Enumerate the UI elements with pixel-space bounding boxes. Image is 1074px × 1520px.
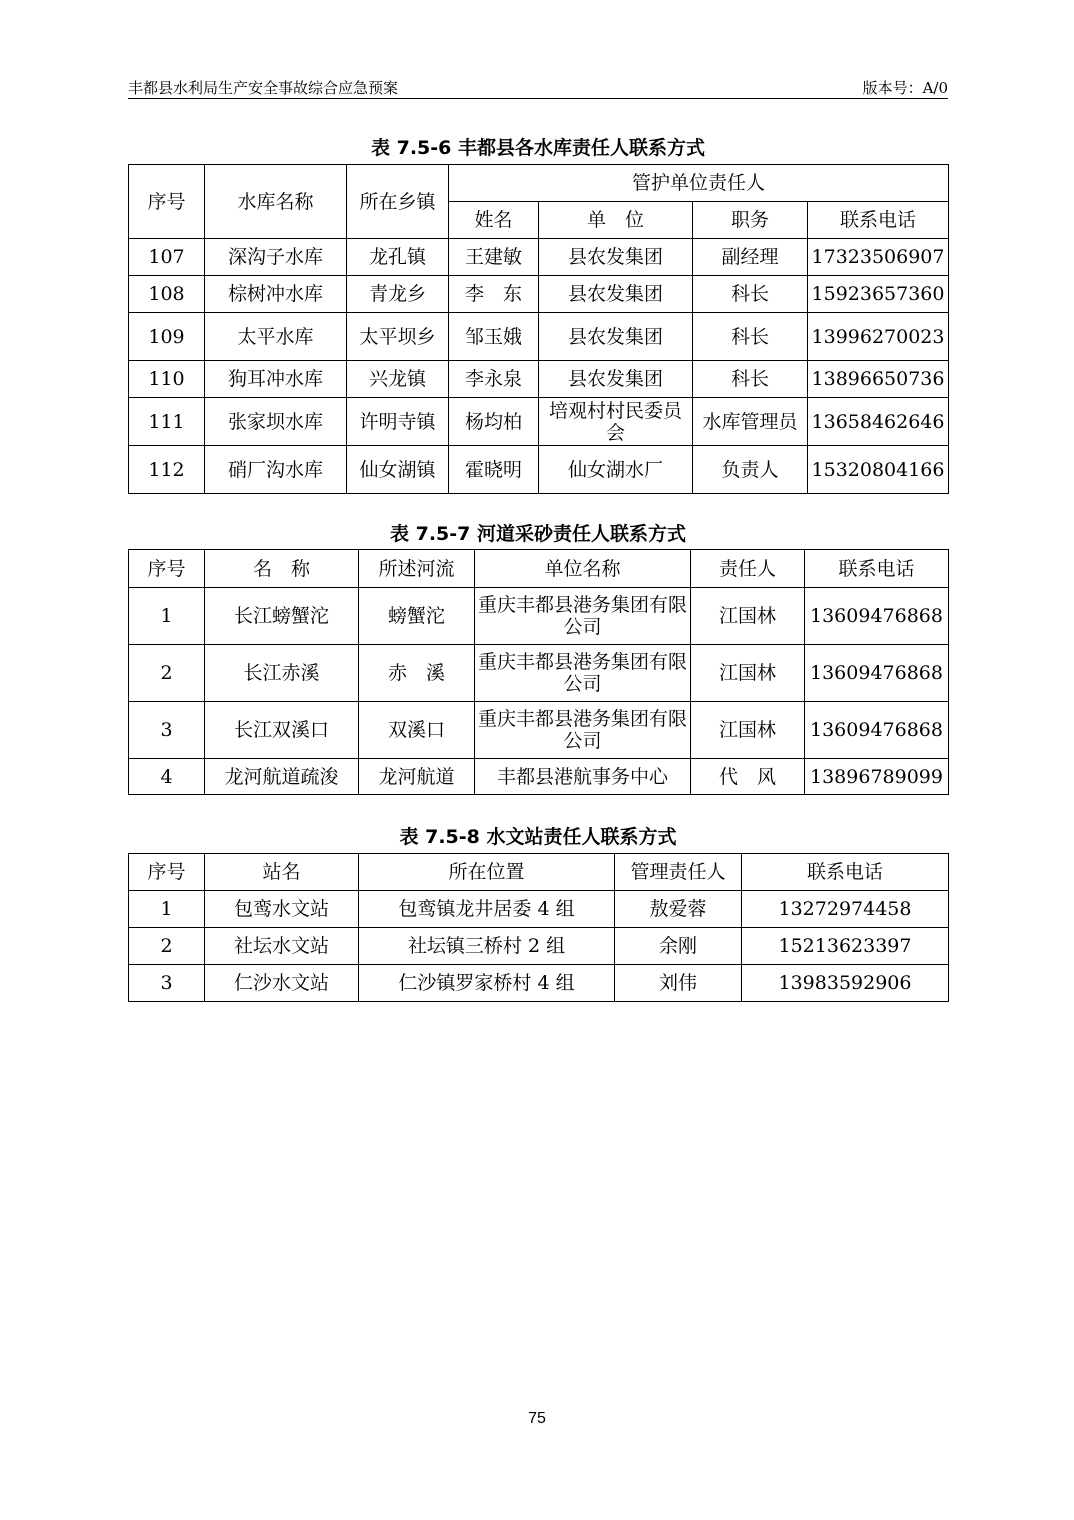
page-header	[128, 74, 948, 99]
header-unit: 单 位	[539, 202, 693, 239]
cell-unit: 培观村村民委员会	[539, 398, 693, 446]
cell-phone: 13609476868	[805, 645, 949, 702]
header-location: 所在位置	[359, 854, 615, 891]
cell-seq: 4	[129, 759, 205, 795]
table-row	[129, 446, 949, 494]
header-person: 姓名	[449, 202, 539, 239]
cell-unit: 丰都县港航事务中心	[475, 759, 691, 795]
table-row	[129, 276, 949, 313]
table-row	[129, 965, 949, 1002]
cell-seq: 110	[129, 361, 205, 398]
cell-person: 李 东	[449, 276, 539, 313]
cell-seq: 3	[129, 965, 205, 1002]
page-number: 75	[528, 1410, 546, 1427]
version-label: 版本号：A/0	[862, 79, 948, 97]
cell-seq: 108	[129, 276, 205, 313]
cell-name: 狗耳冲水库	[205, 361, 347, 398]
cell-unit: 县农发集团	[539, 276, 693, 313]
cell-person: 霍晓明	[449, 446, 539, 494]
cell-seq: 111	[129, 398, 205, 446]
cell-role: 科长	[693, 361, 808, 398]
cell-town: 仙女湖镇	[347, 446, 449, 494]
cell-unit: 县农发集团	[539, 361, 693, 398]
header-station: 站名	[205, 854, 359, 891]
header-town: 所在乡镇	[347, 165, 449, 239]
cell-seq: 1	[129, 891, 205, 928]
cell-town: 许明寺镇	[347, 398, 449, 446]
header-phone: 联系电话	[742, 854, 949, 891]
cell-person: 王建敏	[449, 239, 539, 276]
cell-name: 棕树冲水库	[205, 276, 347, 313]
table-row	[129, 928, 949, 965]
cell-phone: 13983592906	[742, 965, 949, 1002]
cell-phone: 13896650736	[808, 361, 949, 398]
cell-seq: 1	[129, 588, 205, 645]
header-reservoir-name: 水库名称	[205, 165, 347, 239]
cell-river: 双溪口	[359, 702, 475, 759]
cell-person: 杨均柏	[449, 398, 539, 446]
hydrology-station-contacts-table	[128, 853, 949, 1002]
table-row	[129, 588, 949, 645]
cell-phone: 13996270023	[808, 313, 949, 361]
table-row	[129, 239, 949, 276]
cell-role: 科长	[693, 276, 808, 313]
cell-town: 青龙乡	[347, 276, 449, 313]
table-row	[129, 759, 949, 795]
table2-caption: 表 7.5-7 河道采砂责任人联系方式	[390, 523, 686, 545]
cell-phone: 13896789099	[805, 759, 949, 795]
cell-seq: 2	[129, 645, 205, 702]
table-row	[129, 361, 949, 398]
header-seq: 序号	[129, 854, 205, 891]
cell-role: 科长	[693, 313, 808, 361]
cell-phone: 13609476868	[805, 702, 949, 759]
cell-river: 螃蟹沱	[359, 588, 475, 645]
header-manager: 管理责任人	[615, 854, 742, 891]
cell-location: 社坛镇三桥村 2 组	[359, 928, 615, 965]
cell-manager: 余刚	[615, 928, 742, 965]
cell-person: 李永泉	[449, 361, 539, 398]
cell-river: 赤 溪	[359, 645, 475, 702]
cell-location: 包鸾镇龙井居委 4 组	[359, 891, 615, 928]
cell-seq: 2	[129, 928, 205, 965]
cell-person: 江国林	[691, 702, 805, 759]
header-person: 责任人	[691, 550, 805, 588]
cell-unit: 重庆丰都县港务集团有限公司	[475, 645, 691, 702]
cell-person: 代 风	[691, 759, 805, 795]
cell-town: 龙孔镇	[347, 239, 449, 276]
cell-name: 深沟子水库	[205, 239, 347, 276]
cell-name: 硝厂沟水库	[205, 446, 347, 494]
header-phone: 联系电话	[805, 550, 949, 588]
cell-unit: 重庆丰都县港务集团有限公司	[475, 702, 691, 759]
cell-name: 太平水库	[205, 313, 347, 361]
cell-manager: 刘伟	[615, 965, 742, 1002]
cell-location: 仁沙镇罗家桥村 4 组	[359, 965, 615, 1002]
header-role: 职务	[693, 202, 808, 239]
cell-phone: 15923657360	[808, 276, 949, 313]
cell-seq: 112	[129, 446, 205, 494]
cell-person: 江国林	[691, 588, 805, 645]
cell-unit: 县农发集团	[539, 313, 693, 361]
cell-phone: 15320804166	[808, 446, 949, 494]
header-responsible-group: 管护单位责任人	[449, 165, 949, 202]
header-name: 名 称	[205, 550, 359, 588]
cell-station: 仁沙水文站	[205, 965, 359, 1002]
table1-caption: 表 7.5-6 丰都县各水库责任人联系方式	[371, 137, 705, 159]
reservoir-contacts-table	[128, 164, 949, 494]
cell-river: 龙河航道	[359, 759, 475, 795]
header-seq: 序号	[129, 165, 205, 239]
cell-name: 龙河航道疏浚	[205, 759, 359, 795]
cell-town: 太平坝乡	[347, 313, 449, 361]
cell-role: 水库管理员	[693, 398, 808, 446]
header-river: 所述河流	[359, 550, 475, 588]
cell-seq: 3	[129, 702, 205, 759]
cell-name: 长江螃蟹沱	[205, 588, 359, 645]
cell-station: 社坛水文站	[205, 928, 359, 965]
cell-name: 张家坝水库	[205, 398, 347, 446]
document-title: 丰都县水利局生产安全事故综合应急预案	[128, 79, 399, 97]
cell-phone: 13658462646	[808, 398, 949, 446]
cell-role: 负责人	[693, 446, 808, 494]
cell-phone: 13609476868	[805, 588, 949, 645]
cell-seq: 109	[129, 313, 205, 361]
cell-name: 长江双溪口	[205, 702, 359, 759]
sand-mining-contacts-table	[128, 549, 949, 795]
table-row	[129, 398, 949, 446]
table-row	[129, 313, 949, 361]
cell-manager: 敖爱蓉	[615, 891, 742, 928]
cell-phone: 15213623397	[742, 928, 949, 965]
cell-seq: 107	[129, 239, 205, 276]
table-row	[129, 702, 949, 759]
table-row	[129, 645, 949, 702]
cell-person: 邹玉娥	[449, 313, 539, 361]
cell-station: 包鸾水文站	[205, 891, 359, 928]
cell-town: 兴龙镇	[347, 361, 449, 398]
cell-phone: 13272974458	[742, 891, 949, 928]
table3-caption: 表 7.5-8 水文站责任人联系方式	[399, 826, 677, 848]
cell-unit: 仙女湖水厂	[539, 446, 693, 494]
table-row	[129, 891, 949, 928]
cell-unit: 县农发集团	[539, 239, 693, 276]
header-phone: 联系电话	[808, 202, 949, 239]
header-unit: 单位名称	[475, 550, 691, 588]
cell-phone: 17323506907	[808, 239, 949, 276]
cell-role: 副经理	[693, 239, 808, 276]
header-seq: 序号	[129, 550, 205, 588]
cell-unit: 重庆丰都县港务集团有限公司	[475, 588, 691, 645]
cell-name: 长江赤溪	[205, 645, 359, 702]
cell-person: 江国林	[691, 645, 805, 702]
